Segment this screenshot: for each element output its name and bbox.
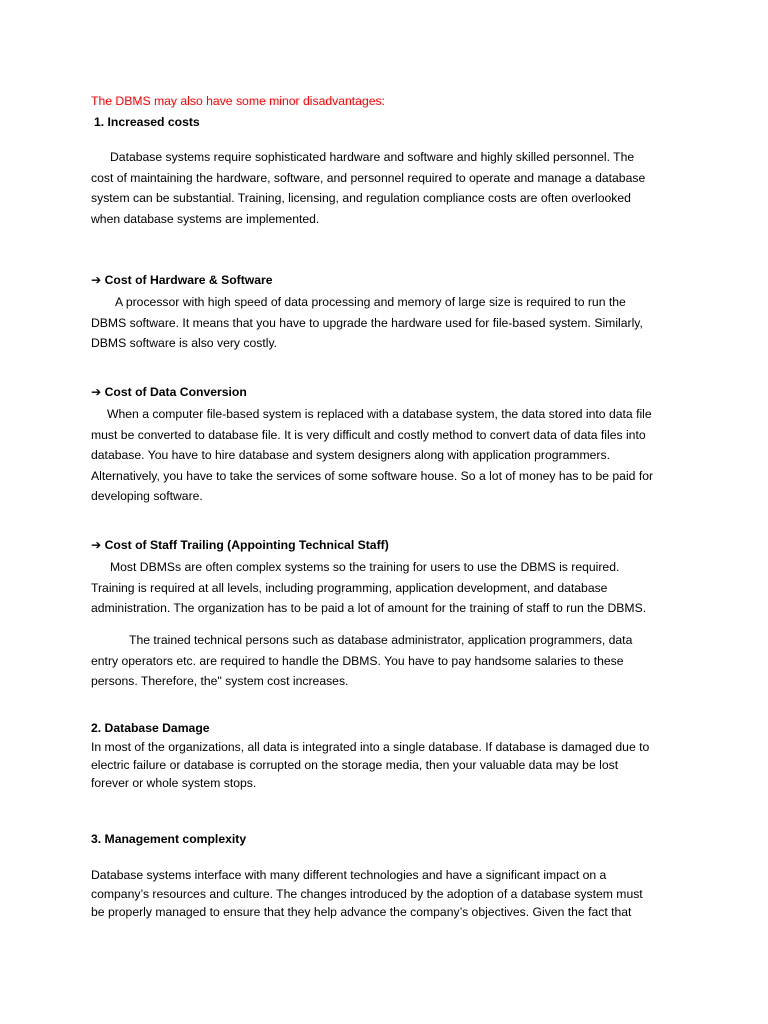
subheading-text: Cost of Hardware & Software xyxy=(104,273,273,287)
subheading-data-conversion xyxy=(91,385,691,399)
text-line: The trained technical persons such as database administrator, application programmers, data xyxy=(129,633,633,647)
text-line: when database systems are implemented. xyxy=(91,211,320,226)
subheading-hardware-software xyxy=(91,273,691,287)
text-line: Database systems require sophisticated hardware and software and highly skilled personnel. The xyxy=(110,150,635,164)
intro-heading: The DBMS may also have some minor disadvantages: xyxy=(91,94,385,108)
text-line: Database systems interface with many different technologies and have a significant impact on a xyxy=(91,868,607,882)
arrow-right-icon: ➔ xyxy=(91,385,102,399)
text-line: DBMS software is also very costly. xyxy=(91,336,278,350)
subheading-text: Cost of Staff Trailing (Appointing Technical Staff) xyxy=(104,538,389,552)
paragraph-staff-training xyxy=(91,557,691,619)
text-line: entry operators etc. are required to handle the DBMS. You have to pay handsome salaries to these xyxy=(91,653,624,668)
text-line: database. You have to hire database and system designers along with application programmers. xyxy=(91,448,610,462)
text-line: company’s resources and culture. The changes introduced by the adoption of a database system must xyxy=(91,886,643,901)
paragraph-technical-staff xyxy=(91,630,691,692)
subheading-staff-training xyxy=(91,538,691,552)
paragraph-data-conversion xyxy=(91,404,691,507)
text-line: system can be substantial. Training, licensing, and regulation compliance costs are often overlooked xyxy=(91,191,631,205)
arrow-right-icon: ➔ xyxy=(91,538,102,552)
section-heading-database-damage: 2. Database Damage xyxy=(91,721,210,735)
text-line: cost of maintaining the hardware, software, and personnel required to operate and manage a database xyxy=(91,170,646,185)
section-heading-increased-costs: 1. Increased costs xyxy=(94,115,200,129)
text-line: electric failure or database is corrupted on the storage media, then your valuable data may be lost xyxy=(91,758,619,772)
section-heading-management-complexity: 3. Management complexity xyxy=(91,832,247,846)
text-line: persons. Therefore, the" system cost increases. xyxy=(91,674,349,688)
arrow-right-icon: ➔ xyxy=(91,273,102,287)
text-line: must be converted to database file. It is very difficult and costly method to convert data of data files into xyxy=(91,427,646,442)
text-line: In most of the organizations, all data is integrated into a single database. If database is damaged due to xyxy=(91,740,650,754)
paragraph-increased-costs xyxy=(91,147,691,229)
subheading-text: Cost of Data Conversion xyxy=(104,385,247,399)
paragraph-hardware-software xyxy=(91,292,691,354)
paragraph-database-damage xyxy=(91,738,691,792)
text-line: When a computer file-based system is replaced with a database system, the data stored into data file xyxy=(107,407,652,421)
text-line: Most DBMSs are often complex systems so the training for users to use the DBMS is required. xyxy=(110,560,620,574)
text-line: developing software. xyxy=(91,489,203,503)
text-line: be properly managed to ensure that they help advance the company’s objectives. Given the fact that xyxy=(91,905,632,919)
text-line: administration. The organization has to be paid a lot of amount for the training of staff to run the DBMS. xyxy=(91,601,647,615)
paragraph-management-complexity xyxy=(91,866,691,922)
text-line: A processor with high speed of data processing and memory of large size is required to run the xyxy=(115,295,626,309)
text-line: Alternatively, you have to take the services of some software house. So a lot of money has to be paid for xyxy=(91,468,654,483)
text-line: forever or whole system stops. xyxy=(91,776,257,790)
text-line: Training is required at all levels, including programming, application development, and database xyxy=(91,580,608,595)
text-line: DBMS software. It means that you have to upgrade the hardware used for file-based system. Similarly, xyxy=(91,315,643,330)
